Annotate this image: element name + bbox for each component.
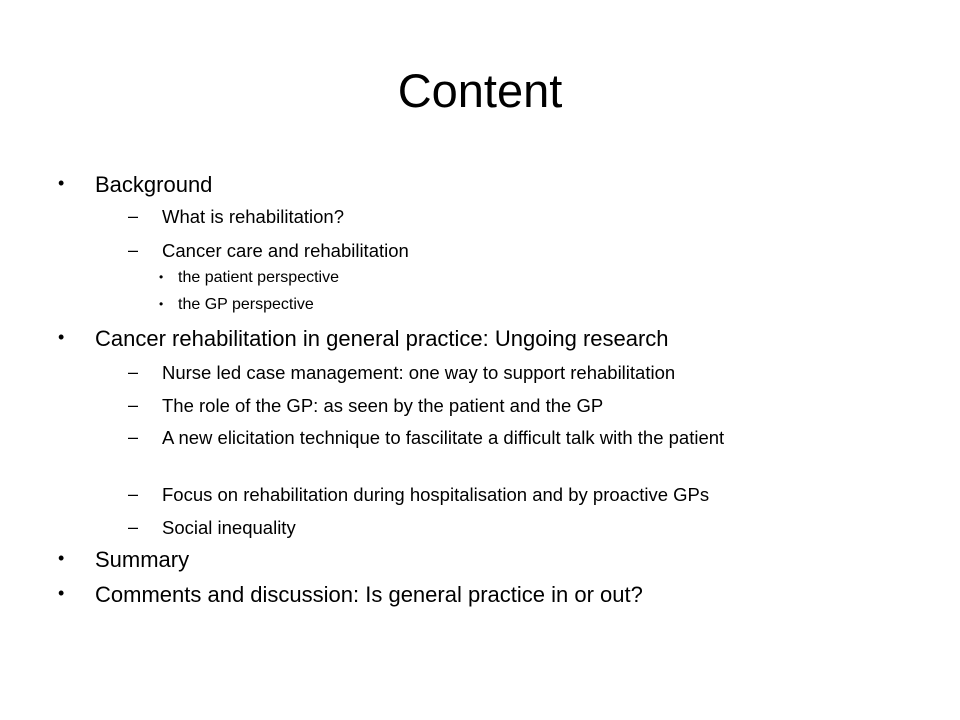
bullet-marker: • xyxy=(58,327,65,347)
sub-bullet-item: What is rehabilitation? xyxy=(162,206,345,227)
sub-bullet-item: Focus on rehabilitation during hospitalisation and by proactive GPs xyxy=(162,484,710,505)
sub-bullet-item: A new elicitation technique to fascilitate a difficult talk with the patient xyxy=(162,427,725,448)
sub-bullet-marker: – xyxy=(128,362,139,382)
sub-bullet-item: Nurse led case management: one way to support rehabilitation xyxy=(162,362,676,383)
bullet-item: Background xyxy=(95,172,213,197)
bullet-marker: • xyxy=(58,583,65,603)
sub-bullet-item: The role of the GP: as seen by the patient and the GP xyxy=(162,395,604,416)
sub-bullet-marker: – xyxy=(128,427,139,447)
sub-sub-bullet-marker: • xyxy=(159,270,164,284)
sub-sub-bullet-marker: • xyxy=(159,297,164,311)
bullet-marker: • xyxy=(58,173,65,193)
sub-bullet-marker: – xyxy=(128,206,139,226)
sub-bullet-marker: – xyxy=(128,517,139,537)
sub-bullet-marker: – xyxy=(128,484,139,504)
slide-title: Content xyxy=(397,64,563,117)
bullet-item: Summary xyxy=(95,547,190,572)
sub-bullet-marker: – xyxy=(128,395,139,415)
bullet-item: Comments and discussion: Is general practice in or out? xyxy=(95,582,643,607)
sub-bullet-item: Social inequality xyxy=(162,517,296,538)
sub-bullet-marker: – xyxy=(128,240,139,260)
sub-sub-bullet-item: the patient perspective xyxy=(178,269,339,286)
bullet-item: Cancer rehabilitation in general practice: Ungoing research xyxy=(95,326,669,351)
bullet-marker: • xyxy=(58,548,65,568)
sub-sub-bullet-item: the GP perspective xyxy=(178,296,314,313)
sub-bullet-item: Cancer care and rehabilitation xyxy=(162,240,409,261)
